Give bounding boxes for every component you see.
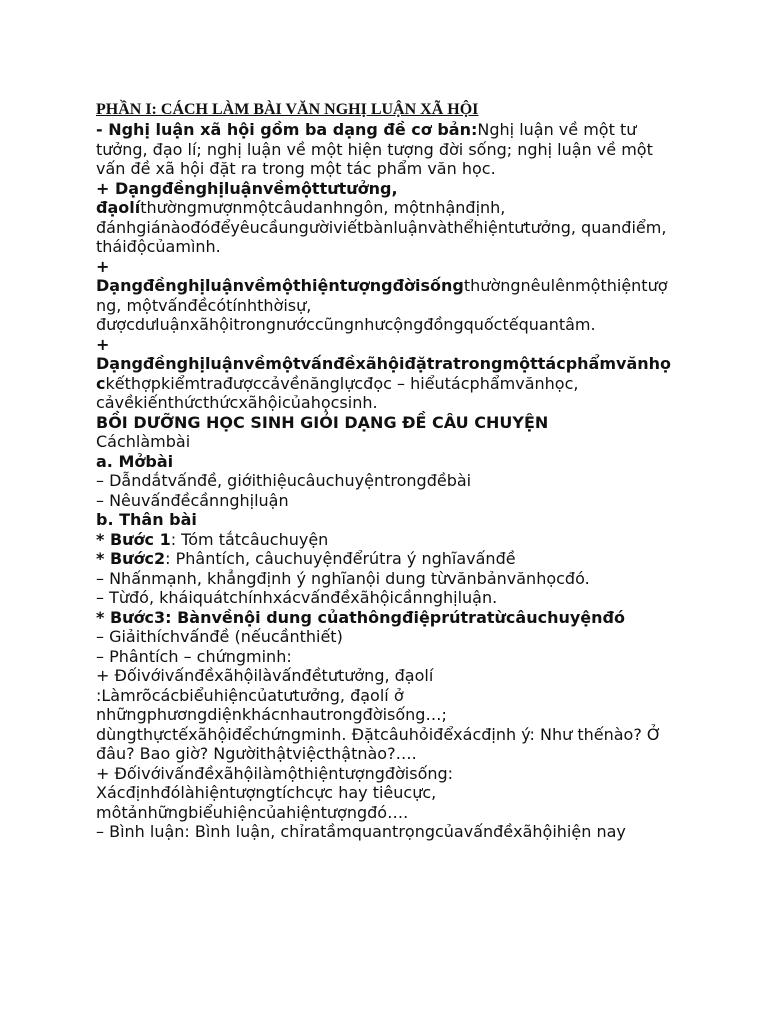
intro-paragraph	[96, 120, 672, 179]
type-1-lead: + Dạngđềnghịluậnvềmộttưtưởng, đạolí	[96, 178, 398, 217]
step-3-line-2: – Phântích – chứngminh:	[96, 646, 292, 666]
part-a-line-1: – Dẫndắtvấnđề, giớithiệucâuchuyệntrongđềbài	[96, 471, 472, 490]
type-paragraph-3	[96, 335, 672, 413]
intro-lead: - Nghị luận xã hội gồm ba dạng đề cơ bản:	[96, 120, 478, 139]
step-2-line-2: – Từđó, kháiquátchínhxácvấnđềxãhộicầnnghịluận.	[96, 588, 498, 607]
step-3-line-5: – Bình luận: Bình luận, chỉratầmquantrọngcủavấnđềxãhộihiện nay	[96, 822, 626, 841]
type-paragraph-1	[96, 179, 672, 257]
type-1-text: thườngmượnmộtcâudanhngôn, mộtnhậnđịnh, đánhgiánàođóđểyêucầungườiviếtbànluậnvàthểhiệntưtưởng, quanđiểm, tháiđộcủamình.	[96, 198, 667, 256]
step-3-heading: * Bước3: Bànvềnội dung củathôngđiệprútratừcâuchuyệnđó	[96, 607, 625, 627]
type-3-lead: + Dạngđềnghịluậnvềmộtvấnđềxãhộiđặtratrongmộttácphẩmvănhọc	[96, 334, 672, 393]
step-2-text: : Phântích, câuchuyệnđểrútra ý nghĩavấnđề	[165, 549, 516, 568]
document-page	[96, 100, 672, 842]
step-2-label: * Bước2	[96, 549, 166, 568]
step-1-text: : Tóm tắtcâuchuyện	[170, 529, 329, 549]
document-title: PHẦN I: CÁCH LÀM BÀI VĂN NGHỊ LUẬN XÃ HỘI	[96, 101, 479, 118]
part-a-heading: a. Mởbài	[96, 451, 174, 471]
type-3-text: kếthợpkiểmtrađượccảvềnănglựcđọc – hiểutácphẩmvănhọc, cảvềkiếnthứcthứcxãhộicủahọcsinh.	[96, 373, 579, 412]
step-3-line-1: – Giảithíchvấnđề (nếucầnthiết)	[96, 627, 343, 646]
part-a-line-2: – Nêuvấnđềcầnnghịluận	[96, 490, 289, 510]
type-2-lead: + Dạngđềnghịluậnvềmộthiệntượngđờisống	[96, 256, 464, 295]
type-paragraph-2	[96, 257, 672, 335]
step-1	[96, 530, 672, 550]
intro-text: Nghị luận về một tư tưởng, đạo lí; nghị luận về một hiện tượng đời sống; nghị luận về một vấn đề xã hội đặt ra trong một tác phẩm văn học.	[96, 120, 653, 178]
type-2-text: thườngnêulênmộthiệntượng, mộtvấnđềcótínhthờisự, đượcdưluậnxãhộitrongnướccũngnhưcộngđồngquốctếquantâm.	[96, 276, 668, 334]
section-heading: BỒI DƯỠNG HỌC SINH GIỎI DẠNG ĐỀ CÂU CHUYỆN	[96, 412, 549, 432]
step-3-line-4: + Đốivớivấnđềxãhộilàmộthiệntượngđờisống: Xácđịnhđólàhiệntượngtíchcực hay tiêucực, môtảnhữngbiểuhiệncủahiệntượngđó….	[96, 763, 454, 822]
method-label: Cáchlàmbài	[96, 432, 191, 451]
part-b-heading: b. Thân bài	[96, 510, 197, 529]
step-1-label: * Bước 1	[96, 529, 171, 549]
step-3-line-3: + Đốivớivấnđềxãhộilàvấnđềtưtưởng, đạolí :Làmrõcácbiểuhiệncủatưtưởng, đạolí ở nhữngphươngdiệnkhácnhautrongđờisống…; dùngthựctếxãhộiđểchứngminh. Đặtcâuhỏiđểxácđịnh ý: Như thếnào? Ở đâu? Bao giờ? Ngườithậtviệcthậtnào?….	[96, 666, 662, 763]
step-2-line-1: – Nhấnmạnh, khẳngđịnh ý nghĩanội dung từvănbảnvănhọcđó.	[96, 568, 590, 588]
step-2	[96, 549, 672, 569]
